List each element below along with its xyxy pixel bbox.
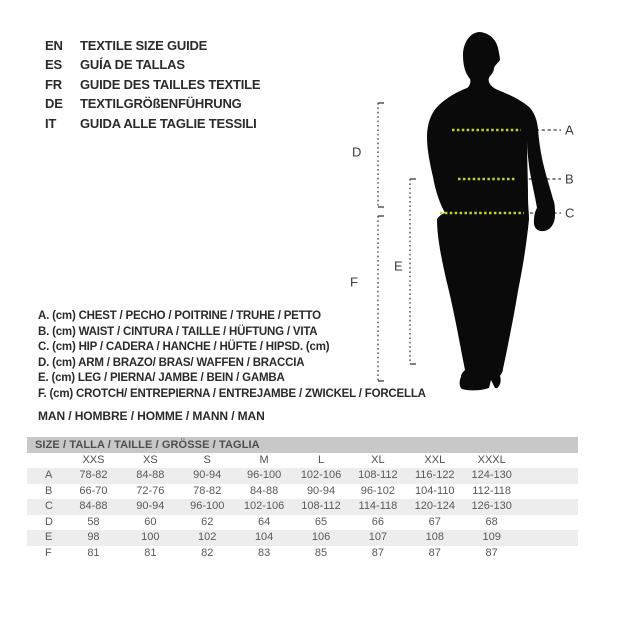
size-cell: 84-88 — [250, 484, 279, 497]
man-silhouette — [427, 32, 555, 390]
size-cell: 60 — [144, 515, 157, 528]
row-label: C — [45, 500, 53, 512]
size-cell: 84-88 — [79, 500, 108, 512]
size-table — [27, 437, 578, 561]
size-cell: 82 — [201, 546, 214, 559]
language-label: TEXTILGRÖßENFÜHRUNG — [80, 96, 242, 112]
language-code: ES — [45, 57, 62, 73]
size-cell: 87 — [428, 546, 441, 559]
column-header: L — [317, 454, 325, 466]
column-header: XXS — [82, 454, 105, 466]
size-cell: 100 — [141, 531, 160, 543]
size-cell: 96-100 — [190, 500, 225, 512]
size-cell: 90-94 — [306, 484, 336, 497]
size-cell: 112-118 — [472, 484, 512, 497]
language-code: DE — [45, 96, 63, 112]
header-filler — [520, 453, 578, 468]
column-header: S — [203, 454, 211, 466]
table-header-row — [27, 453, 578, 468]
size-table-title: SIZE / TALLA / TAILLE / GRÖSSE / TAGLIA — [27, 437, 578, 453]
label-crotch: F — [350, 274, 358, 290]
size-cell: 98 — [87, 531, 100, 543]
table-row — [27, 546, 578, 562]
size-cell: 58 — [87, 515, 100, 528]
column-header: XL — [371, 454, 385, 466]
row-filler — [520, 484, 578, 500]
size-cell: 114-118 — [358, 500, 398, 512]
size-cell: 62 — [201, 515, 214, 528]
label-hip: C — [565, 205, 575, 221]
language-label: GUÍA DE TALLAS — [80, 57, 185, 73]
size-cell: 67 — [428, 515, 441, 528]
row-filler — [520, 515, 578, 531]
size-cell: 65 — [314, 515, 328, 528]
size-cell: 64 — [257, 515, 271, 528]
size-cell: 104-110 — [415, 484, 455, 497]
size-cell: 83 — [257, 546, 271, 559]
row-filler — [520, 499, 578, 515]
measurement-line: B. (cm) WAIST / CINTURA / TAILLE / HÜFTUNG / VITA — [38, 325, 318, 338]
language-label: TEXTILE SIZE GUIDE — [80, 38, 208, 53]
size-cell: 109 — [482, 531, 501, 543]
label-chest: A — [565, 122, 574, 138]
size-cell: 84-88 — [136, 469, 165, 481]
table-row — [27, 499, 578, 515]
size-cell: 104 — [254, 531, 274, 543]
language-label: GUIDA ALLE TAGLIE TESSILI — [80, 115, 257, 131]
measurement-line: A. (cm) CHEST / PECHO / POITRINE / TRUHE / PETTO — [38, 310, 321, 322]
size-cell: 68 — [485, 515, 498, 528]
arm-measure-line — [378, 103, 384, 207]
size-cell: 108 — [425, 531, 444, 543]
size-cell: 116-122 — [415, 469, 455, 481]
size-cell: 102 — [198, 531, 217, 543]
table-row — [27, 530, 578, 546]
measurement-line: C. (cm) HIP / CADERA / HANCHE / HÜFTE / HIPSD. (cm) — [38, 341, 330, 353]
label-leg: E — [394, 258, 403, 274]
row-filler — [520, 546, 578, 562]
row-filler — [520, 468, 578, 484]
size-cell: 66 — [371, 515, 385, 528]
column-header: XXXL — [477, 454, 506, 466]
table-row — [27, 468, 578, 484]
row-label: A — [45, 469, 53, 481]
measurement-line: D. (cm) ARM / BRAZO/ BRAS/ WAFFEN / BRACCIA — [38, 356, 305, 369]
measurement-line: E. (cm) LEG / PIERNA/ JAMBE / BEIN / GAMBA — [38, 372, 285, 384]
size-cell: 106 — [311, 531, 331, 543]
row-filler — [520, 530, 578, 546]
size-cell: 78-82 — [79, 469, 108, 481]
size-cell: 81 — [144, 546, 157, 559]
row-label: D — [45, 515, 53, 528]
table-row — [27, 515, 578, 531]
measurement-line: F. (cm) CROTCH/ ENTREPIERNA / ENTREJAMBE / ZWICKEL / FORCELLA — [38, 387, 426, 400]
size-cell: 72-76 — [136, 484, 165, 497]
table-row — [27, 484, 578, 500]
column-header: XXL — [424, 454, 446, 466]
size-cell: 78-82 — [193, 484, 222, 497]
size-cell: 87 — [371, 546, 385, 559]
size-cell: 85 — [314, 546, 328, 559]
size-cell: 96-100 — [246, 469, 282, 481]
size-cell: 126-130 — [471, 500, 512, 512]
size-cell: 108-112 — [301, 500, 341, 512]
row-label: E — [45, 531, 53, 543]
size-cell: 87 — [485, 546, 498, 559]
category-line: MAN / HOMBRE / HOMME / MANN / MAN — [38, 409, 265, 423]
language-code: IT — [45, 115, 57, 131]
size-cell: 81 — [87, 546, 100, 559]
language-label: GUIDE DES TAILLES TEXTILE — [80, 76, 261, 92]
label-waist: B — [565, 171, 574, 187]
size-cell: 102-106 — [243, 500, 285, 512]
row-label: B — [45, 484, 53, 497]
label-arm: D — [352, 144, 362, 160]
language-code: FR — [45, 76, 62, 92]
size-cell: 102-106 — [300, 469, 342, 481]
column-header: XS — [142, 454, 158, 466]
size-cell: 90-94 — [136, 500, 165, 512]
size-cell: 107 — [368, 531, 388, 543]
size-cell: 96-102 — [360, 484, 396, 497]
row-label: F — [45, 546, 52, 559]
column-header: M — [259, 454, 269, 466]
size-cell: 108-112 — [358, 469, 398, 481]
size-cell: 120-124 — [414, 500, 455, 512]
header-spacer — [27, 453, 65, 468]
size-cell: 66-70 — [79, 484, 108, 497]
measurement-legend — [38, 309, 426, 402]
size-cell: 90-94 — [193, 469, 222, 481]
size-cell: 124-130 — [471, 469, 512, 481]
language-code: EN — [45, 38, 63, 53]
